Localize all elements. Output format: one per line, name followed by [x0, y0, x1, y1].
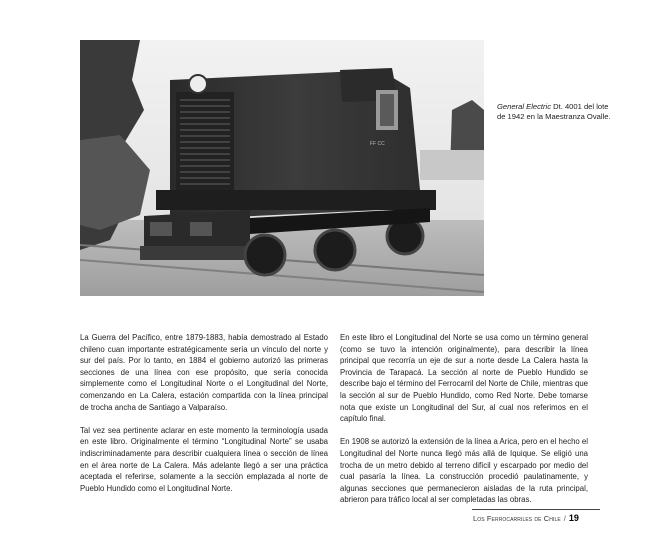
- page-number: 19: [568, 513, 579, 523]
- paragraph: En este libro el Longitudinal del Norte se usa como un término general (como se tuvo la intención originalmente), para describir la línea principal que recorría un eje de sur a norte desde La Calera hasta la Provincia de Tarapacá. La sección al norte de Pueblo Hundido se describe bajo el término del Ferrocarril del Norte de Chile, mientras que la sección al sur de Pueblo Hundido, como Red Norte. Debe tomarse nota que existe un Longitudinal del Sur, al cual nos referimos en el capítulo final.: [340, 333, 588, 424]
- paragraph: La Guerra del Pacífico, entre 1879-1883, había demostrado al Estado chileno cuan importante estratégicamente sería un vínculo del norte y sur del país. Por lo tanto, en 1884 el gobierno autorizó las primeras secciones de una línea con ese propósito, que sería conocida simplemente como el Longitudinal Norte o el Longitudinal del Norte, comenzando en La Calera, estación compartida con la línea principal de trocha ancha de Santiago a Valparaíso.: [80, 333, 328, 412]
- svg-text:FF CC: FF CC: [370, 141, 385, 147]
- text-column-left: [80, 332, 328, 506]
- page-footer: [473, 513, 601, 527]
- locomotive-photo: [80, 40, 484, 296]
- footer-rule: [472, 509, 600, 510]
- book-title: Los Ferrocarriles de Chile: [473, 514, 561, 523]
- paragraph: En 1908 se autorizó la extensión de la línea a Arica, pero en el hecho el Longitudinal del Norte nunca llegó más allá de Iquique. Se eligió una trocha de un metro debido al terreno difícil y escarpado por medio del cual pasaría la línea. La construcción procedió paulatinamente, y algunas secciones que permanecieron aisladas de la ruta principal, abrieron para tráfico local al ser completadas las obras.: [340, 437, 588, 505]
- photo-caption: [497, 102, 615, 121]
- text-column-right: [340, 332, 588, 518]
- footer-separator: /: [563, 514, 566, 523]
- paragraph: Tal vez sea pertinente aclarar en este momento la terminología usada en este libro. Originalmente el término “Longitudinal Norte” se usaba indiscriminadamente para describir cualquiera línea o sección de línea en el área norte de La Calera. Más adelante llegó a ser una práctica aceptada el referirse, solamente a la sección emplazada al norte de Pueblo Hundido como el Longitudinal Norte.: [80, 425, 328, 493]
- caption-manufacturer: General Electric: [497, 102, 552, 111]
- caption-text: Dt. 4001 del lote de 1942 en la Maestranza Ovalle.: [497, 102, 611, 121]
